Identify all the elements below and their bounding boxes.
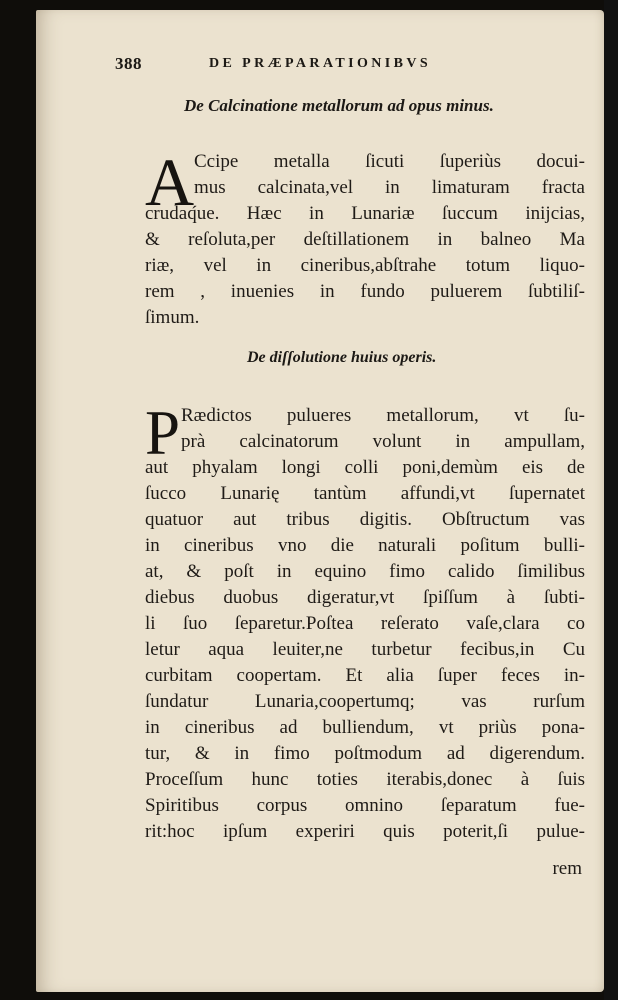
page-edge: [604, 0, 618, 1000]
section-title-calcination: De Calcinatione metallorum ad opus minus.: [184, 96, 494, 115]
text-line: quatuor aut tribus digitis. Obſtructum vas: [145, 509, 585, 530]
page-number: 388: [115, 54, 142, 73]
text-line: rit:hoc ipſum experiri quis poterit,ſi pulue-: [145, 821, 585, 842]
section-title-dissolution: De diſſolutione huius operis.: [247, 349, 437, 366]
text-line: curbitam coopertam. Et alia ſuper feces in-: [145, 665, 585, 686]
running-head: DE PRÆPARATIONIBVS: [209, 56, 432, 71]
text-line: riæ, vel in cineribus,abſtrahe totum liquo-: [145, 255, 585, 276]
text-line: aut phyalam longi colli poni,demùm eis de: [145, 457, 585, 478]
text-line: li ſuo ſeparetur.Poſtea reſerato vaſe,clara co: [145, 613, 585, 634]
text-line: ſundatur Lunaria,coopertumq; vas rurſum: [145, 691, 585, 712]
text-line: Spiritibus corpus omnino ſeparatum fue-: [145, 795, 585, 816]
text-line: & reſoluta,per deſtillationem in balneo Ma: [145, 229, 585, 250]
text-line: in cineribus ad bulliendum, vt priùs pona-: [145, 717, 585, 738]
text-line: crudaq́ue. Hæc in Lunariæ ſuccum inijcias,: [145, 203, 585, 224]
text-line: tur, & in fimo poſtmodum ad digerendum.: [145, 743, 585, 764]
text-line: Proceſſum hunc toties iterabis,donec à ſuis: [145, 769, 585, 790]
text-line: diebus duobus digeratur,vt ſpiſſum à ſubti-: [145, 587, 585, 608]
drop-cap-p: P: [145, 398, 181, 468]
text-line: ſimum.: [145, 307, 200, 328]
text-line: mus calcinata,vel in limaturam fracta: [194, 177, 585, 198]
catchword: rem: [552, 858, 582, 879]
text-line: at, & poſt in equino fimo calido ſimilibus: [145, 561, 585, 582]
text-line: Rædictos pulueres metallorum, vt ſu-: [181, 405, 585, 426]
page-header: [115, 54, 555, 80]
text-line: letur aqua leuiter,ne turbetur fecibus,in Cu: [145, 639, 585, 660]
drop-cap-a: A: [145, 144, 195, 220]
text-line: rem , inuenies in fundo puluerem ſubtiliſ-: [145, 281, 585, 302]
text-line: Ccipe metalla ſicuti ſuperiùs docui-: [194, 151, 585, 172]
text-line: ſucco Lunarię tantùm affundi,vt ſupernatet: [145, 483, 585, 504]
text-line: prà calcinatorum volunt in ampullam,: [181, 431, 585, 452]
text-line: in cineribus vno die naturali poſitum bulli-: [145, 535, 585, 556]
